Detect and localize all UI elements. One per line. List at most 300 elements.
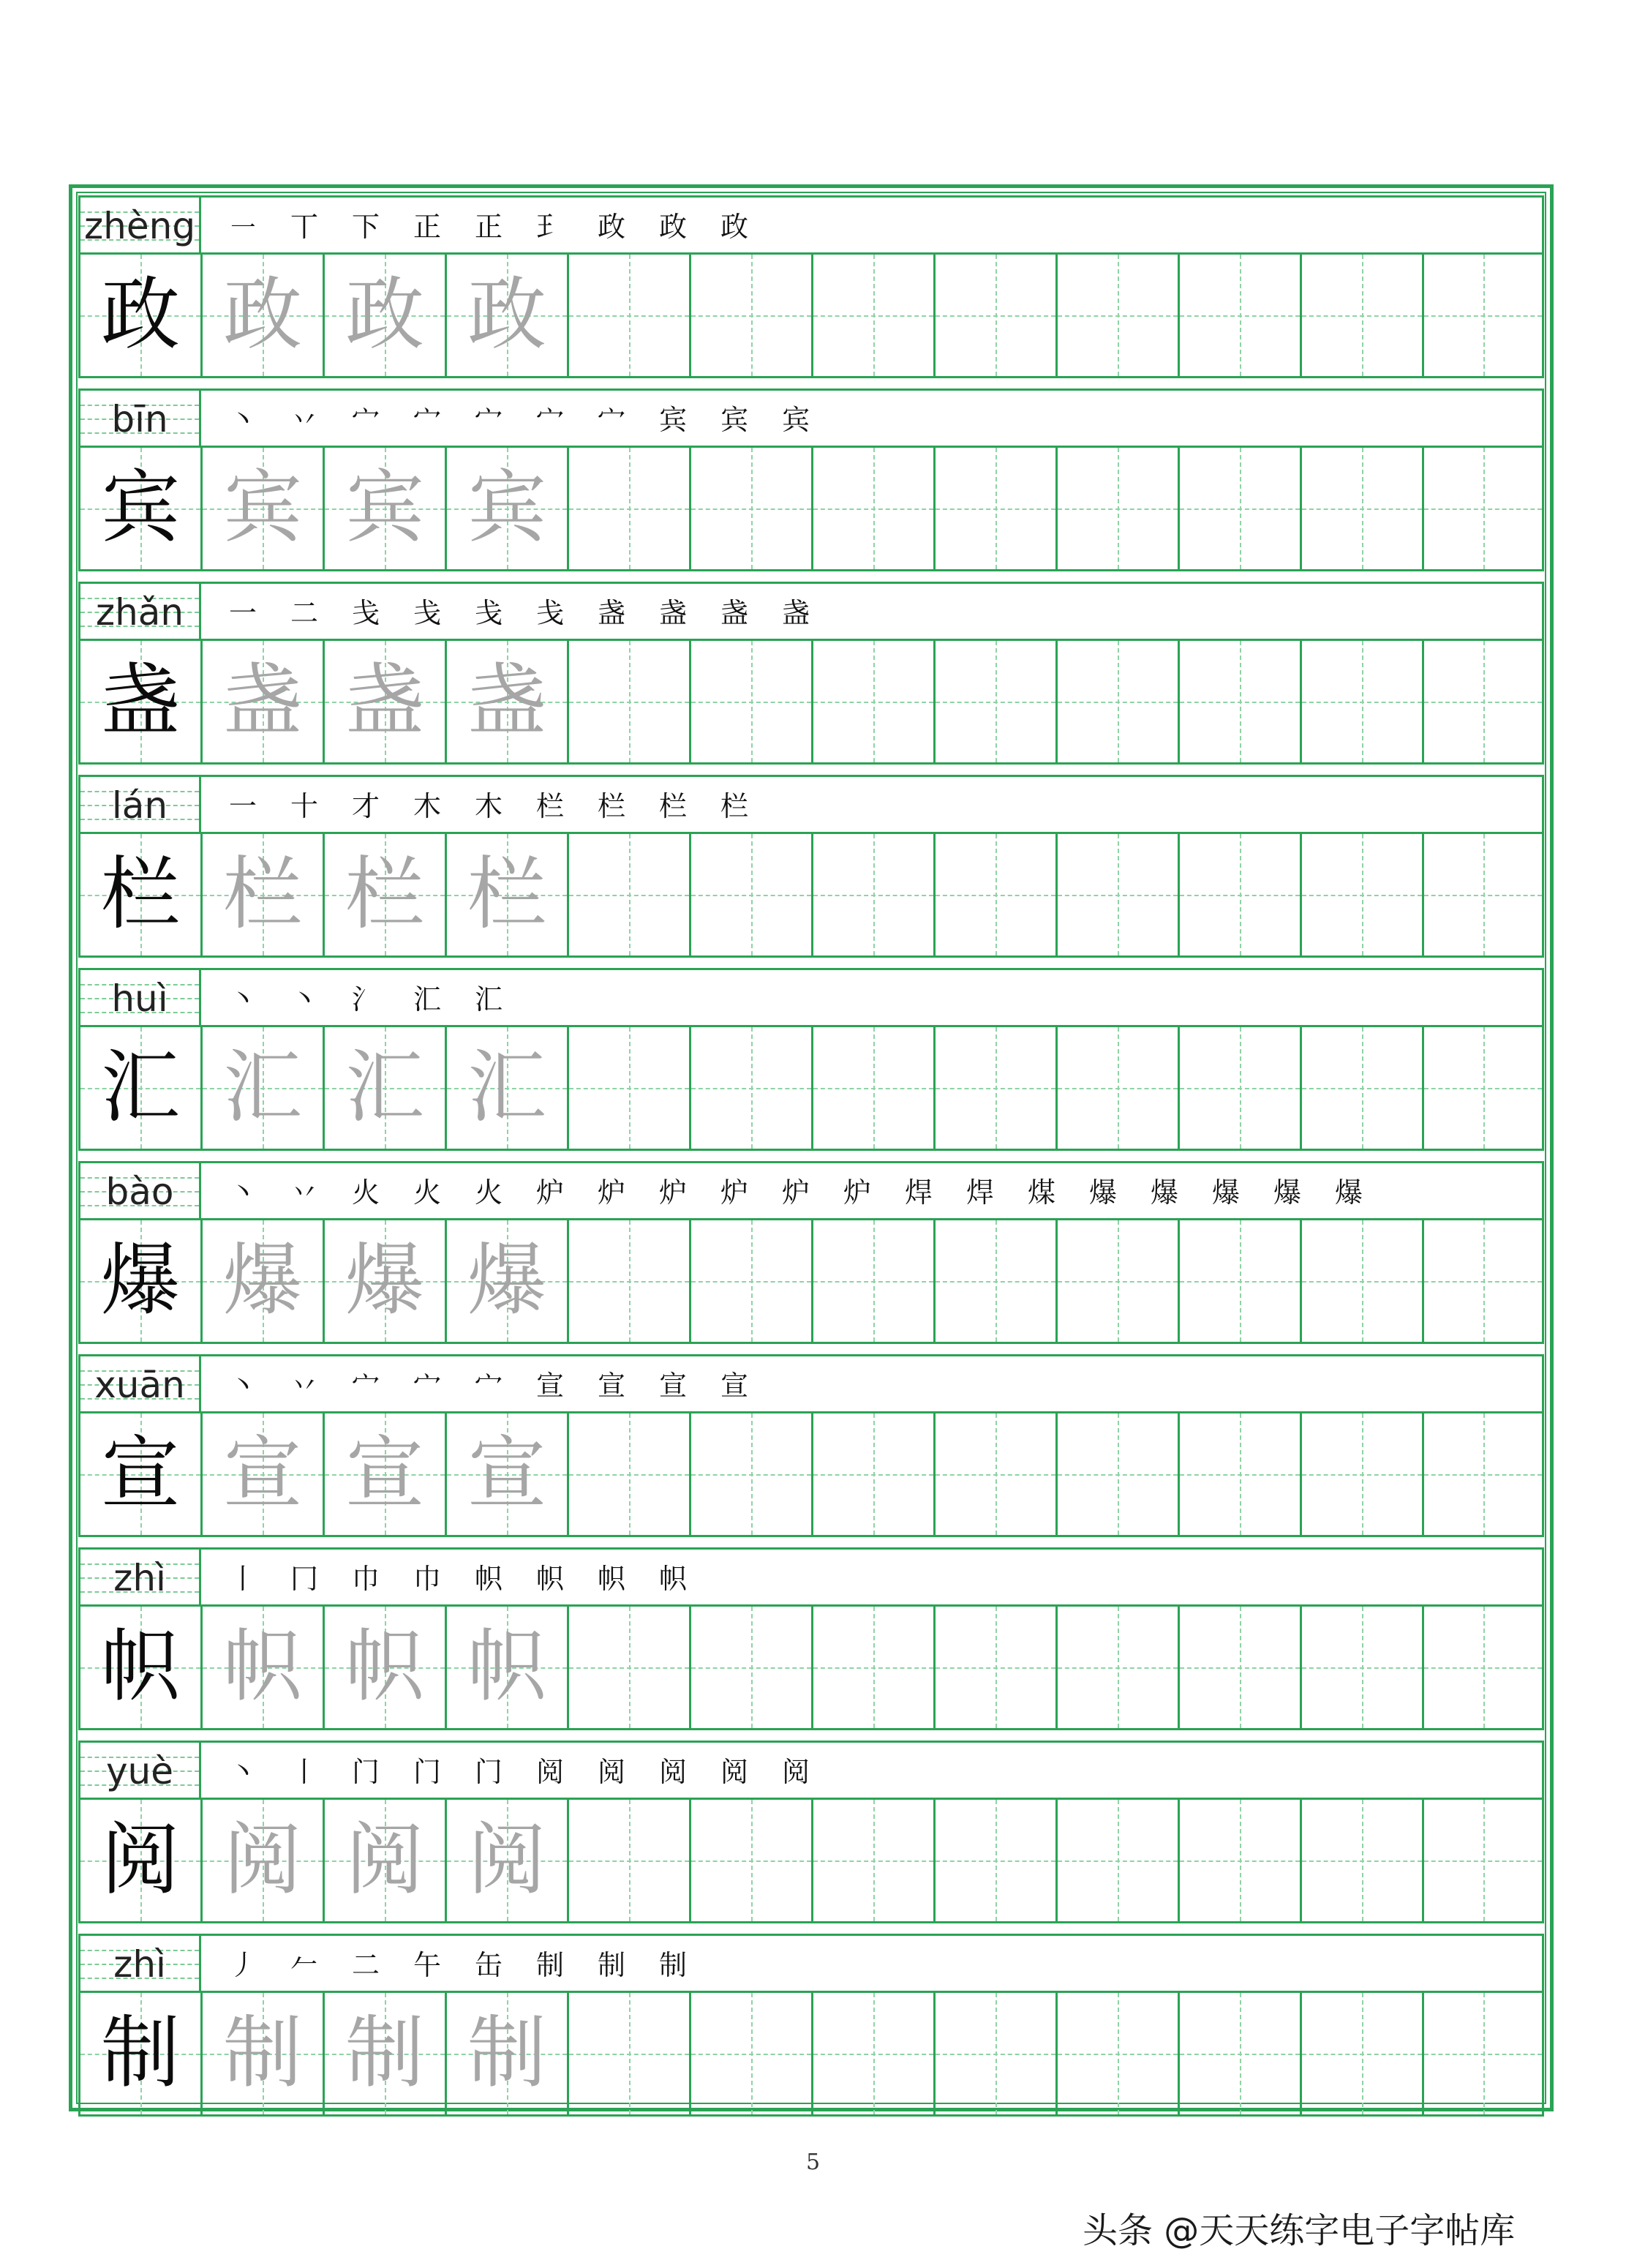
- blank-practice-cell[interactable]: [691, 1027, 813, 1149]
- blank-practice-cell[interactable]: [813, 448, 936, 569]
- stroke-step: 木: [474, 790, 503, 822]
- stroke-step: 政: [658, 211, 687, 243]
- tian-grid-horizontal: [691, 315, 811, 317]
- blank-practice-cell[interactable]: [813, 834, 936, 955]
- tian-grid-horizontal: [1424, 315, 1542, 317]
- tian-grid-horizontal: [569, 702, 689, 703]
- character-block: [78, 1161, 1544, 1344]
- pinyin-cell: [80, 970, 201, 1025]
- tian-grid-horizontal: [813, 2054, 933, 2055]
- stroke-step: 宾: [781, 404, 810, 436]
- blank-practice-cell[interactable]: [1180, 1993, 1302, 2114]
- pinyin-cell: [80, 1356, 201, 1411]
- pinyin-cell: [80, 1550, 201, 1604]
- stroke-step: 炉: [843, 1176, 871, 1209]
- pinyin-cell: [80, 1743, 201, 1798]
- pinyin-stroke-row: [78, 1547, 1544, 1607]
- tian-grid-horizontal: [936, 2054, 1055, 2055]
- tian-grid-horizontal: [1180, 315, 1300, 317]
- stroke-step: 一: [228, 790, 257, 822]
- watermark-text: 头条 @天天练字电子字帖库: [1083, 2210, 1516, 2251]
- stroke-step: 丶: [228, 1176, 257, 1209]
- stroke-step: 宀: [597, 404, 625, 436]
- tian-grid-horizontal: [691, 1474, 811, 1476]
- pinyin-text: bīn: [111, 398, 168, 440]
- stroke-step: 戋: [351, 597, 380, 629]
- blank-practice-cell[interactable]: [1302, 1993, 1424, 2114]
- stroke-step: 盏: [781, 597, 810, 629]
- tian-grid-horizontal: [1058, 508, 1178, 510]
- writing-row: [78, 255, 1544, 378]
- blank-practice-cell[interactable]: [1058, 834, 1180, 955]
- blank-practice-cell[interactable]: [936, 1413, 1058, 1535]
- tian-grid-horizontal: [813, 1667, 933, 1669]
- tian-grid-horizontal: [569, 1281, 689, 1283]
- blank-practice-cell[interactable]: [1058, 1607, 1180, 1728]
- trace-character: 政: [467, 269, 546, 361]
- trace-character: 宣: [222, 1428, 302, 1520]
- tian-grid-horizontal: [813, 508, 933, 510]
- trace-character-cell: [447, 1607, 569, 1728]
- stroke-step: 下: [351, 211, 380, 243]
- stroke-step: 戋: [474, 597, 503, 629]
- blank-practice-cell[interactable]: [1180, 1027, 1302, 1149]
- stroke-step: 氵: [351, 983, 380, 1015]
- stroke-step: 爆: [1088, 1176, 1117, 1209]
- pinyin-stroke-row: [78, 1354, 1544, 1413]
- tian-grid-horizontal: [1058, 2054, 1178, 2055]
- trace-character-cell: [325, 1800, 447, 1921]
- tian-grid-horizontal: [1058, 1474, 1178, 1476]
- stroke-step: 巾: [413, 1563, 441, 1595]
- blank-practice-cell[interactable]: [1180, 1413, 1302, 1535]
- blank-practice-cell[interactable]: [1302, 1607, 1424, 1728]
- blank-practice-cell[interactable]: [1424, 641, 1542, 762]
- trace-character-cell: [325, 1993, 447, 2114]
- blank-practice-cell[interactable]: [569, 1220, 691, 1342]
- practice-sheet: [69, 184, 1554, 2111]
- pinyin-text: zhì: [113, 1557, 166, 1599]
- stroke-step: 木: [413, 790, 441, 822]
- blank-practice-cell[interactable]: [569, 255, 691, 376]
- pinyin-stroke-row: [78, 775, 1544, 834]
- stroke-step: 巾: [351, 1563, 380, 1595]
- blank-practice-cell[interactable]: [691, 255, 813, 376]
- trace-character-cell: [447, 1220, 569, 1342]
- trace-character: 制: [467, 2008, 546, 2099]
- blank-practice-cell[interactable]: [1058, 1027, 1180, 1149]
- stroke-step: 炉: [658, 1176, 687, 1209]
- blank-practice-cell[interactable]: [569, 1993, 691, 2114]
- model-character-cell: [80, 1993, 203, 2114]
- trace-character-cell: [203, 1413, 325, 1535]
- tian-grid-horizontal: [691, 2054, 811, 2055]
- blank-practice-cell[interactable]: [813, 1607, 936, 1728]
- blank-practice-cell[interactable]: [1180, 1607, 1302, 1728]
- blank-practice-cell[interactable]: [936, 834, 1058, 955]
- tian-grid-horizontal: [1424, 1474, 1542, 1476]
- stroke-step: 栏: [535, 790, 564, 822]
- stroke-step: 焊: [904, 1176, 933, 1209]
- stroke-step: 盏: [658, 597, 687, 629]
- stroke-step: 阅: [781, 1756, 810, 1788]
- blank-practice-cell[interactable]: [1424, 448, 1542, 569]
- tian-grid-horizontal: [691, 508, 811, 510]
- trace-character: 爆: [345, 1235, 424, 1326]
- blank-practice-cell[interactable]: [813, 1413, 936, 1535]
- pinyin-text: zhèng: [83, 205, 196, 247]
- stroke-step: 宀: [474, 1370, 503, 1402]
- tian-grid-horizontal: [1302, 1667, 1422, 1669]
- blank-practice-cell[interactable]: [1058, 255, 1180, 376]
- pinyin-stroke-row: [78, 388, 1544, 448]
- trace-character: 盏: [222, 656, 302, 747]
- model-character: 栏: [100, 849, 180, 940]
- tian-grid-horizontal: [1424, 508, 1542, 510]
- blank-practice-cell[interactable]: [1180, 1220, 1302, 1342]
- blank-practice-cell[interactable]: [813, 1800, 936, 1921]
- tian-grid-horizontal: [1424, 1088, 1542, 1089]
- trace-character-cell: [325, 834, 447, 955]
- blank-practice-cell[interactable]: [569, 1027, 691, 1149]
- stroke-step: 盏: [720, 597, 748, 629]
- tian-grid-horizontal: [813, 1474, 933, 1476]
- pinyin-stroke-row: [78, 582, 1544, 641]
- tian-grid-horizontal: [1058, 315, 1178, 317]
- trace-character: 制: [222, 2008, 302, 2099]
- trace-character: 爆: [222, 1235, 302, 1326]
- blank-practice-cell[interactable]: [936, 1027, 1058, 1149]
- stroke-step: 阅: [597, 1756, 625, 1788]
- stroke-step: 帜: [535, 1563, 564, 1595]
- trace-character: 盏: [467, 656, 546, 747]
- trace-character-cell: [325, 448, 447, 569]
- stroke-order-sequence: [212, 1555, 704, 1602]
- tian-grid-horizontal: [1058, 1860, 1178, 1862]
- tian-grid-horizontal: [936, 702, 1055, 703]
- trace-character: 汇: [467, 1042, 546, 1133]
- trace-character: 栏: [467, 849, 546, 940]
- model-character-cell: [80, 1607, 203, 1728]
- tian-grid-horizontal: [1302, 508, 1422, 510]
- blank-practice-cell[interactable]: [691, 1220, 813, 1342]
- trace-character: 政: [345, 269, 424, 361]
- stroke-step: 正: [474, 211, 503, 243]
- tian-grid-horizontal: [936, 315, 1055, 317]
- model-character-cell: [80, 1413, 203, 1535]
- stroke-step: 制: [597, 1949, 625, 1981]
- blank-practice-cell[interactable]: [691, 1413, 813, 1535]
- trace-character: 制: [345, 2008, 424, 2099]
- blank-practice-cell[interactable]: [691, 834, 813, 955]
- tian-grid-horizontal: [1424, 1281, 1542, 1283]
- blank-practice-cell[interactable]: [1424, 255, 1542, 376]
- stroke-step: 宀: [535, 404, 564, 436]
- stroke-step: 戋: [535, 597, 564, 629]
- pinyin-cell: [80, 198, 201, 252]
- stroke-step: 丅: [290, 211, 318, 243]
- tian-grid-horizontal: [1180, 1088, 1300, 1089]
- model-character: 宣: [100, 1428, 180, 1520]
- stroke-step: 盏: [597, 597, 625, 629]
- blank-practice-cell[interactable]: [813, 255, 936, 376]
- pinyin-text: zhǎn: [95, 591, 184, 634]
- trace-character: 阅: [345, 1814, 424, 1906]
- pinyin-text: yuè: [105, 1750, 174, 1792]
- trace-character-cell: [447, 834, 569, 955]
- pinyin-text: huì: [111, 977, 168, 1020]
- model-character-cell: [80, 1220, 203, 1342]
- tian-grid-horizontal: [569, 508, 689, 510]
- character-block: [78, 1354, 1544, 1537]
- tian-grid-horizontal: [1058, 702, 1178, 703]
- blank-practice-cell[interactable]: [569, 834, 691, 955]
- model-character-cell: [80, 448, 203, 569]
- writing-row: [78, 448, 1544, 571]
- tian-grid-horizontal: [691, 1088, 811, 1089]
- stroke-step: 制: [535, 1949, 564, 1981]
- stroke-step: 冂: [290, 1563, 318, 1595]
- blank-practice-cell[interactable]: [1302, 255, 1424, 376]
- tian-grid-horizontal: [1302, 1474, 1422, 1476]
- trace-character-cell: [447, 641, 569, 762]
- tian-grid-horizontal: [569, 1474, 689, 1476]
- trace-character: 爆: [467, 1235, 546, 1326]
- blank-practice-cell[interactable]: [813, 1220, 936, 1342]
- character-block: [78, 1934, 1544, 2117]
- blank-practice-cell[interactable]: [1424, 1607, 1542, 1728]
- blank-practice-cell[interactable]: [1302, 1413, 1424, 1535]
- pinyin-stroke-row: [78, 195, 1544, 255]
- tian-grid-horizontal: [1424, 2054, 1542, 2055]
- character-block: [78, 968, 1544, 1151]
- tian-grid-horizontal: [813, 1088, 933, 1089]
- stroke-step: 丨: [228, 1563, 257, 1595]
- blank-practice-cell[interactable]: [936, 641, 1058, 762]
- blank-practice-cell[interactable]: [691, 1607, 813, 1728]
- trace-character-cell: [203, 1607, 325, 1728]
- blank-practice-cell[interactable]: [569, 641, 691, 762]
- blank-practice-cell[interactable]: [1424, 1800, 1542, 1921]
- stroke-step: 一: [228, 597, 257, 629]
- blank-practice-cell[interactable]: [569, 1800, 691, 1921]
- blank-practice-cell[interactable]: [1058, 1413, 1180, 1535]
- character-block: [78, 195, 1544, 378]
- tian-grid-horizontal: [569, 2054, 689, 2055]
- blank-practice-cell[interactable]: [936, 255, 1058, 376]
- blank-practice-cell[interactable]: [1302, 1220, 1424, 1342]
- blank-practice-cell[interactable]: [1424, 1413, 1542, 1535]
- stroke-step: 宣: [720, 1370, 748, 1402]
- stroke-order-sequence: [212, 783, 765, 830]
- tian-grid-horizontal: [1180, 895, 1300, 896]
- trace-character-cell: [203, 1027, 325, 1149]
- blank-practice-cell[interactable]: [1424, 1993, 1542, 2114]
- trace-character: 阅: [467, 1814, 546, 1906]
- trace-character: 宾: [345, 462, 424, 554]
- tian-grid-horizontal: [1180, 702, 1300, 703]
- writing-row: [78, 1027, 1544, 1151]
- tian-grid-horizontal: [1302, 895, 1422, 896]
- tian-grid-horizontal: [1180, 508, 1300, 510]
- stroke-step: 政: [597, 211, 625, 243]
- blank-practice-cell[interactable]: [813, 641, 936, 762]
- character-block: [78, 582, 1544, 765]
- tian-grid-horizontal: [1424, 702, 1542, 703]
- tian-grid-horizontal: [1424, 895, 1542, 896]
- blank-practice-cell[interactable]: [1058, 1800, 1180, 1921]
- character-block: [78, 775, 1544, 958]
- model-character: 盏: [100, 656, 180, 747]
- stroke-step: 丷: [290, 1176, 318, 1209]
- trace-character: 盏: [345, 656, 424, 747]
- stroke-step: 阅: [658, 1756, 687, 1788]
- tian-grid-horizontal: [813, 895, 933, 896]
- blank-practice-cell[interactable]: [1424, 1027, 1542, 1149]
- trace-character: 帜: [467, 1621, 546, 1713]
- blank-practice-cell[interactable]: [1180, 255, 1302, 376]
- tian-grid-horizontal: [1302, 702, 1422, 703]
- blank-practice-cell[interactable]: [1302, 1027, 1424, 1149]
- tian-grid-horizontal: [691, 1667, 811, 1669]
- pinyin-text: zhì: [113, 1943, 166, 1986]
- stroke-step: 门: [474, 1756, 503, 1788]
- character-block: [78, 1741, 1544, 1923]
- blank-practice-cell[interactable]: [936, 1607, 1058, 1728]
- stroke-step: 戋: [413, 597, 441, 629]
- trace-character-cell: [203, 255, 325, 376]
- stroke-step: 宀: [351, 1370, 380, 1402]
- blank-practice-cell[interactable]: [1302, 641, 1424, 762]
- writing-row: [78, 1993, 1544, 2117]
- trace-character-cell: [203, 448, 325, 569]
- blank-practice-cell[interactable]: [936, 1800, 1058, 1921]
- blank-practice-cell[interactable]: [1058, 448, 1180, 569]
- tian-grid-horizontal: [936, 1474, 1055, 1476]
- trace-character: 政: [222, 269, 302, 361]
- tian-grid-horizontal: [569, 1667, 689, 1669]
- trace-character-cell: [325, 1413, 447, 1535]
- stroke-step: 缶: [474, 1949, 503, 1981]
- model-character: 汇: [100, 1042, 180, 1133]
- blank-practice-cell[interactable]: [936, 1220, 1058, 1342]
- trace-character: 栏: [345, 849, 424, 940]
- stroke-step: 炉: [781, 1176, 810, 1209]
- tian-grid-horizontal: [936, 1088, 1055, 1089]
- stroke-step: 𠂉: [290, 1949, 318, 1981]
- trace-character: 汇: [222, 1042, 302, 1133]
- stroke-step: 宀: [413, 1370, 441, 1402]
- blank-practice-cell[interactable]: [1180, 1800, 1302, 1921]
- trace-character-cell: [325, 641, 447, 762]
- blank-practice-cell[interactable]: [1180, 834, 1302, 955]
- stroke-step: 栏: [597, 790, 625, 822]
- blank-practice-cell[interactable]: [813, 1993, 936, 2114]
- trace-character-cell: [325, 1220, 447, 1342]
- model-character-cell: [80, 1027, 203, 1149]
- blank-practice-cell[interactable]: [1302, 834, 1424, 955]
- tian-grid-horizontal: [813, 315, 933, 317]
- stroke-step: 爆: [1150, 1176, 1178, 1209]
- blank-practice-cell[interactable]: [691, 641, 813, 762]
- blank-practice-cell[interactable]: [1058, 641, 1180, 762]
- character-block: [78, 1547, 1544, 1730]
- pinyin-cell: [80, 1163, 201, 1218]
- stroke-step: 火: [413, 1176, 441, 1209]
- pinyin-cell: [80, 584, 201, 639]
- stroke-order-sequence: [212, 1362, 765, 1409]
- blank-practice-cell[interactable]: [936, 448, 1058, 569]
- tian-grid-horizontal: [691, 1860, 811, 1862]
- trace-character: 宾: [467, 462, 546, 554]
- blank-practice-cell[interactable]: [1302, 1800, 1424, 1921]
- blank-practice-cell[interactable]: [1302, 448, 1424, 569]
- blank-practice-cell[interactable]: [569, 1413, 691, 1535]
- blank-practice-cell[interactable]: [1058, 1220, 1180, 1342]
- blank-practice-cell[interactable]: [936, 1993, 1058, 2114]
- tian-grid-horizontal: [936, 1860, 1055, 1862]
- stroke-step: 丶: [228, 983, 257, 1015]
- stroke-step: 爆: [1273, 1176, 1301, 1209]
- trace-character: 阅: [222, 1814, 302, 1906]
- tian-grid-horizontal: [1424, 1860, 1542, 1862]
- blank-practice-cell[interactable]: [1058, 1993, 1180, 2114]
- blank-practice-cell[interactable]: [569, 1607, 691, 1728]
- pinyin-cell: [80, 777, 201, 832]
- tian-grid-horizontal: [1058, 1281, 1178, 1283]
- stroke-step: 阅: [535, 1756, 564, 1788]
- blank-practice-cell[interactable]: [1180, 641, 1302, 762]
- writing-row: [78, 1220, 1544, 1344]
- blank-practice-cell[interactable]: [1180, 448, 1302, 569]
- stroke-order-sequence: [212, 1749, 827, 1795]
- trace-character-cell: [203, 641, 325, 762]
- tian-grid-horizontal: [1302, 1860, 1422, 1862]
- trace-character-cell: [203, 834, 325, 955]
- stroke-order-sequence: [212, 1169, 1380, 1216]
- blank-practice-cell[interactable]: [691, 1800, 813, 1921]
- stroke-step: 二: [351, 1949, 380, 1981]
- trace-character: 汇: [345, 1042, 424, 1133]
- stroke-step: 火: [474, 1176, 503, 1209]
- stroke-step: 丿: [228, 1949, 257, 1981]
- blank-practice-cell[interactable]: [1424, 834, 1542, 955]
- stroke-step: 午: [413, 1949, 441, 1981]
- blank-practice-cell[interactable]: [569, 448, 691, 569]
- blank-practice-cell[interactable]: [1424, 1220, 1542, 1342]
- tian-grid-horizontal: [691, 702, 811, 703]
- writing-row: [78, 641, 1544, 765]
- tian-grid-horizontal: [813, 1281, 933, 1283]
- tian-grid-horizontal: [1302, 2054, 1422, 2055]
- stroke-step: 宀: [413, 404, 441, 436]
- blank-practice-cell[interactable]: [691, 1993, 813, 2114]
- model-character: 制: [100, 2008, 180, 2099]
- tian-grid-horizontal: [1180, 1667, 1300, 1669]
- stroke-step: 帜: [597, 1563, 625, 1595]
- stroke-order-sequence: [212, 397, 827, 443]
- trace-character: 宾: [222, 462, 302, 554]
- blank-practice-cell[interactable]: [813, 1027, 936, 1149]
- stroke-step: 丨: [290, 1756, 318, 1788]
- stroke-step: 才: [351, 790, 380, 822]
- trace-character: 帜: [222, 1621, 302, 1713]
- model-character: 爆: [100, 1235, 180, 1326]
- writing-row: [78, 834, 1544, 958]
- model-character: 帜: [100, 1621, 180, 1713]
- blank-practice-cell[interactable]: [691, 448, 813, 569]
- tian-grid-horizontal: [1058, 1667, 1178, 1669]
